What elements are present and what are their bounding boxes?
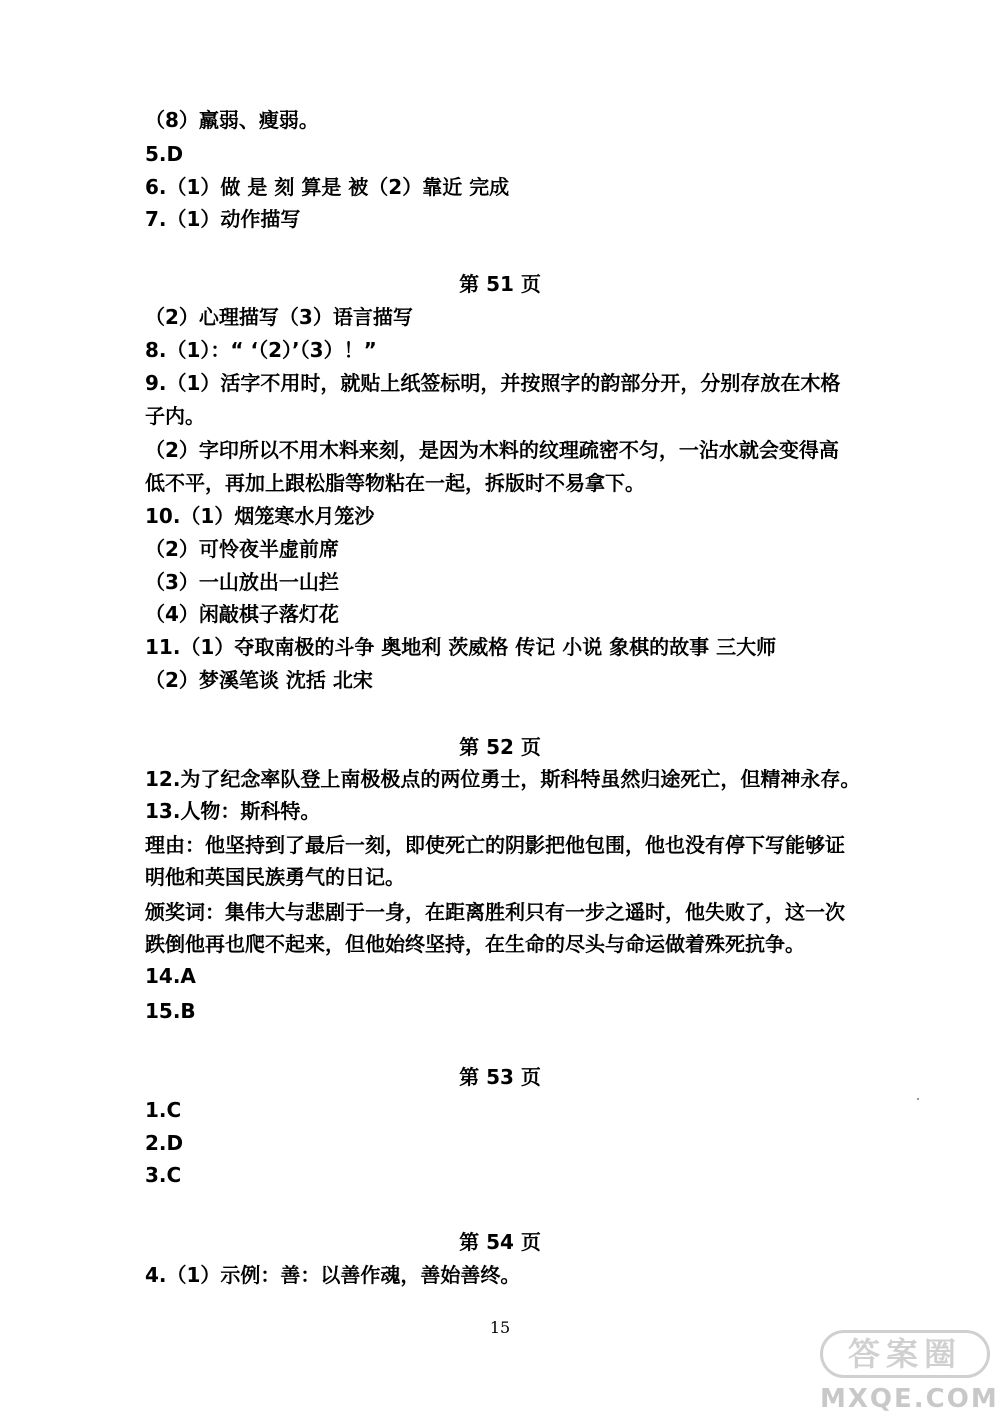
answer-line: 5.D bbox=[145, 142, 184, 166]
answer-line: （2）可怜夜半虚前席 bbox=[145, 537, 339, 561]
watermark-logo bbox=[820, 1330, 999, 1418]
answer-line: 8.（1）：“ ‘（2）’（3）！” bbox=[145, 338, 377, 362]
answer-line: 明他和英国民族勇气的日记。 bbox=[145, 865, 405, 889]
answer-line: 13.人物：斯科特。 bbox=[145, 799, 321, 823]
answer-line: 跌倒他再也爬不起来，但他始终坚持，在生命的尽头与命运做着殊死抗争。 bbox=[145, 932, 805, 956]
answer-line: 12.为了纪念率队登上南极极点的两位勇士，斯科特虽然归途死亡，但精神永存。 bbox=[145, 767, 861, 791]
answer-line: （8）羸弱、瘦弱。 bbox=[145, 108, 319, 132]
scan-speck bbox=[917, 1098, 919, 1100]
answer-line: 3.C bbox=[145, 1163, 182, 1187]
answer-line: 颁奖词：集伟大与悲剧于一身，在距离胜利只有一步之遥时，他失败了，这一次 bbox=[145, 900, 845, 924]
watermark-title: 答案圈 bbox=[820, 1330, 990, 1378]
answer-line: 14.A bbox=[145, 964, 196, 988]
answer-line: 1.C bbox=[145, 1098, 182, 1122]
answer-line: （2）梦溪笔谈 沈括 北宋 bbox=[145, 668, 373, 692]
answer-line: 9.（1）活字不用时，就贴上纸签标明，并按照字的韵部分开，分别存放在木格 bbox=[145, 371, 841, 395]
answer-line: 6.（1）做 是 刻 算是 被（2）靠近 完成 bbox=[145, 175, 510, 199]
answer-line: （2）心理描写（3）语言描写 bbox=[145, 305, 413, 329]
page-heading: 第 53 页 bbox=[459, 1065, 541, 1089]
answer-line: （2）字印所以不用木料来刻，是因为木料的纹理疏密不匀，一沾水就会变得高 bbox=[145, 438, 839, 462]
answer-line: （4）闲敲棋子落灯花 bbox=[145, 602, 339, 626]
answer-line: 7.（1）动作描写 bbox=[145, 207, 301, 231]
answer-line: 低不平，再加上跟松脂等物粘在一起，拆版时不易拿下。 bbox=[145, 471, 645, 495]
watermark-domain: MXQE.COM bbox=[820, 1384, 999, 1414]
answer-line: 11.（1）夺取南极的斗争 奥地利 茨威格 传记 小说 象棋的故事 三大师 bbox=[145, 635, 777, 659]
answer-line: 子内。 bbox=[145, 404, 205, 428]
answer-line: 10.（1）烟笼寒水月笼沙 bbox=[145, 504, 375, 528]
answer-line: 4.（1）示例：善：以善作魂，善始善终。 bbox=[145, 1263, 521, 1287]
page-heading: 第 51 页 bbox=[459, 272, 541, 296]
page-heading: 第 54 页 bbox=[459, 1230, 541, 1254]
answer-line: 15.B bbox=[145, 999, 196, 1023]
answer-line: 2.D bbox=[145, 1131, 184, 1155]
answer-line: （3）一山放出一山拦 bbox=[145, 570, 339, 594]
page-number: 15 bbox=[489, 1318, 511, 1337]
page-heading: 第 52 页 bbox=[459, 735, 541, 759]
answer-line: 理由：他坚持到了最后一刻，即使死亡的阴影把他包围，他也没有停下写能够证 bbox=[145, 833, 845, 857]
